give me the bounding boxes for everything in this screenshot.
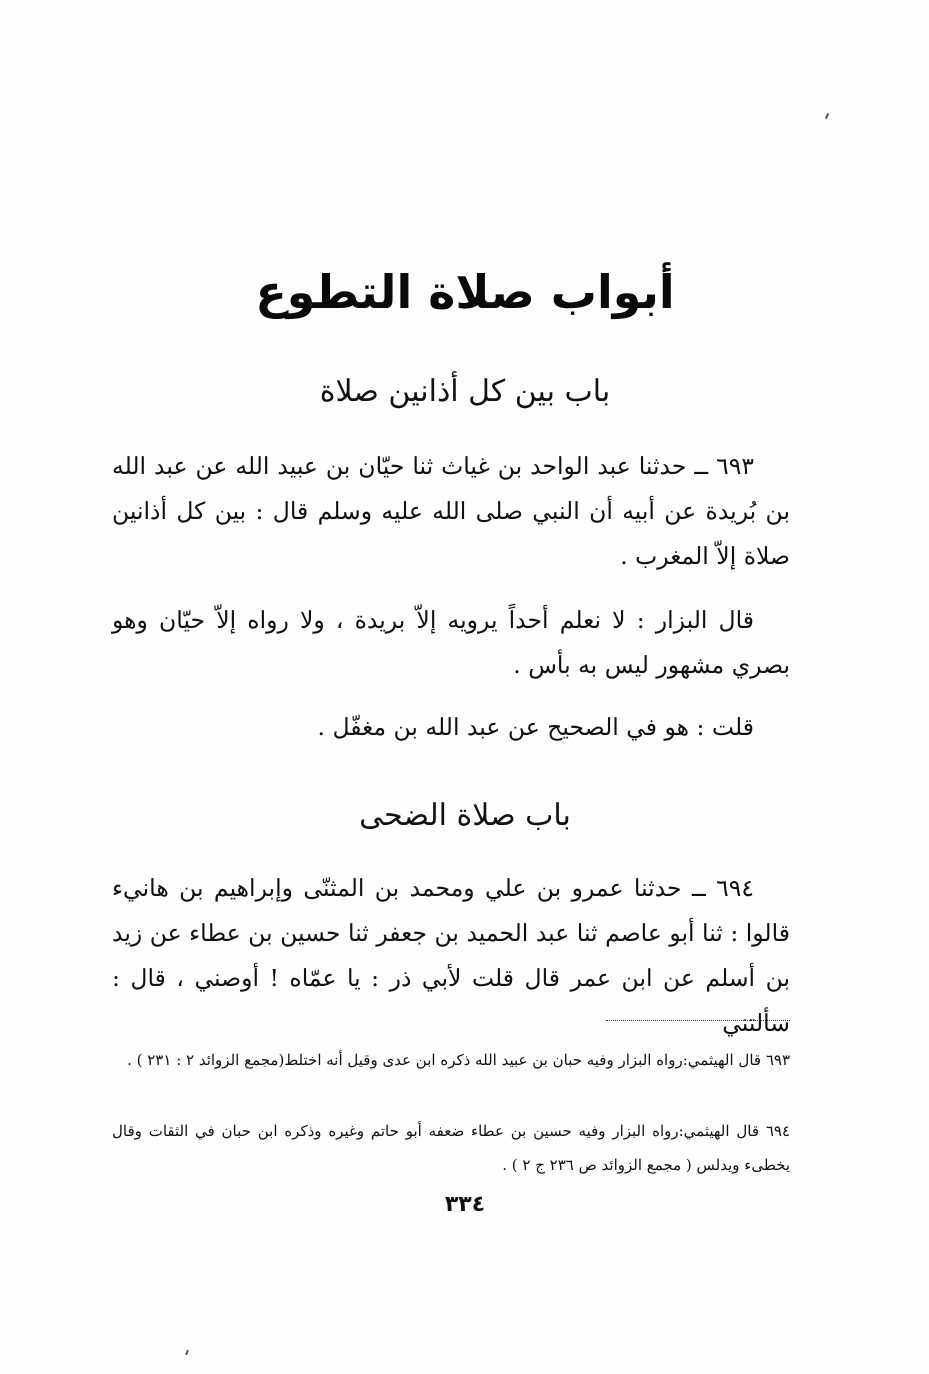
hadith-694: ٦٩٤ ــ حدثنا عمرو بن علي ومحمد بن المثنّى وإبراهيم بن هانيء قالوا : ثنا أبو عاصم ثنا عبد الحميد بن جعفر ثنا حسين بن عطاء عن زيد بن أسلم عن ابن عمر قال قلت لأبي ذر : يا عمّاه ! أوصني ، قال : سألتني [112, 874, 790, 1037]
hadith-693: ٦٩٣ ــ حدثنا عبد الواحد بن غياث ثنا حيّان بن عبيد الله عن عبد الله بن بُريدة عن أبيه أن النبي صلى الله عليه وسلم قال : بين كل أذانين صلاة إلاّ المغرب . [112, 452, 790, 570]
footnote-divider [606, 1020, 790, 1021]
chapter-title-duha: باب صلاة الضحى [359, 798, 571, 833]
scan-speck [185, 1350, 189, 1355]
page-number: ٣٣٤ [444, 1192, 486, 1217]
main-title: أبواب صلاة التطوع [255, 265, 675, 319]
chapter-title-adhanain: باب بين كل أذانين صلاة [319, 374, 611, 409]
footnote-694: ٦٩٤ قال الهيثمي:رواه البزار وفيه حسين بن عطاء ضعفه أبو حاتم وغيره وذكره ابن حبان في الثقات وقال يخطىء ويدلس ( مجمع الزوائد ص ٢٣٦ ج ٢ ) . [112, 1122, 790, 1174]
footnote-693: ٦٩٣ قال الهيثمي:رواه البزار وفيه حبان بن عبيد الله ذكره ابن عدى وقيل أنه اختلط(مجمع الزوائد ٢ : ٢٣١ ) . [127, 1051, 790, 1069]
bazzar-comment: قال البزار : لا نعلم أحداً يرويه إلاّ بريدة ، ولا رواه إلاّ حيّان وهو بصري مشهور ليس به بأس . [112, 606, 790, 679]
scan-speck [825, 113, 829, 119]
author-note: قلت : هو في الصحيح عن عبد الله بن مغفّل . [317, 713, 754, 741]
